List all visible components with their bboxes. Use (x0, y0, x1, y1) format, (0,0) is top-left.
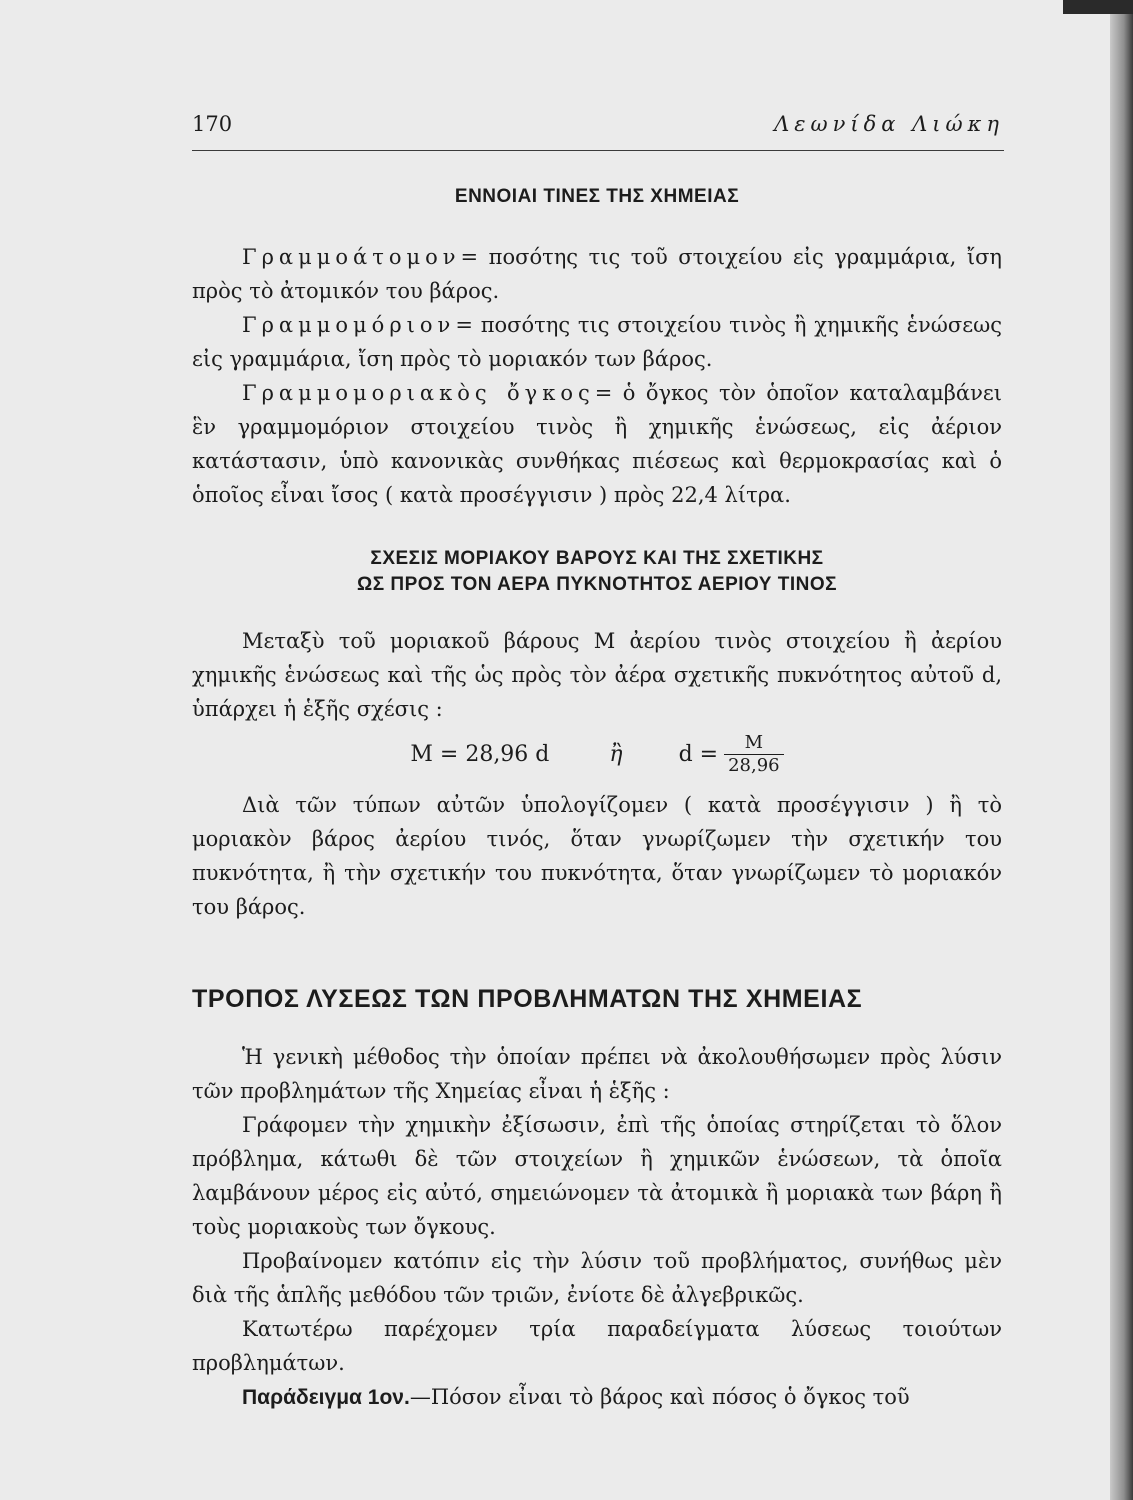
formula-or: ἢ (609, 741, 623, 767)
definition-gram-atom (192, 240, 1002, 308)
section-title-relation-line2: ΩΣ ΠΡΟΣ ΤΟΝ ΑΕΡΑ ΠΥΚΝΟΤΗΤΟΣ ΑΕΡΙΟΥ ΤΙΝΟΣ (356, 574, 838, 595)
fraction-numerator: M (744, 731, 764, 753)
paragraph-chemical-equation: Γράφομεν τὴν χημικὴν ἐξίσωσιν, ἐπὶ τῆς ὁποίας στηρίζεται τὸ ὅλον πρόβλημα, κάτωθι δὲ τῶν στοιχείων ἢ χημικῶν ἑνώσεων, τὰ ὁποῖα λαμβάνουν μέρος εἰς αὐτό, σημειώνομεν τὰ ἀτομικὰ ἢ μοριακὰ των βάρη ἢ τοὺς μοριακοὺς των ὄγκους. (192, 1113, 1002, 1239)
paragraph-relation-intro: Μεταξὺ τοῦ μοριακοῦ βάρους Μ ἀερίου τινὸς στοιχείου ἢ ἀερίου χημικῆς ἑνώσεως καὶ τῆς ὡς πρὸς τὸν ἀέρα σχετικῆς πυκνότητος αὐτοῦ d, ὑπάρχει ἡ ἑξῆς σχέσις : (192, 629, 1002, 721)
page-content (192, 178, 1002, 1415)
formula-right-lhs: d = (678, 741, 719, 767)
definition-molar-volume (192, 376, 1002, 512)
fraction (724, 732, 784, 777)
term-gram-molecule: Γραμμομόριον (242, 313, 456, 337)
section-title-concepts: ΕΝΝΟΙΑΙ ΤΙΝΕΣ ΤΗΣ ΧΗΜΕΙΑΣ (454, 186, 740, 207)
header-rule (192, 150, 1004, 151)
term-molar-volume: Γραμμομοριακὸς ὄγκος (242, 381, 595, 405)
author-name: Λεωνίδα Λιώκη (774, 112, 1004, 136)
paragraph-general-method: Ἡ γενικὴ μέθοδος τὴν ὁποίαν πρέπει νὰ ἀκολουθήσωμεν πρὸς λύσιν τῶν προβλημάτων τῆς Χημείας εἶναι ἡ ἑξῆς : (192, 1045, 1002, 1103)
definition-text: = ποσότης τις στοιχείου τινὸς ἢ χημικῆς ἑνώσεως εἰς γραμμάρια, ἴση πρὸς τὸ μοριακόν των βάρος. (192, 313, 1002, 371)
example-text: —Πόσον εἶναι τὸ βάρος καὶ πόσος ὁ ὄγκος τοῦ (409, 1385, 910, 1409)
formula-molar-mass-density (192, 726, 1002, 782)
section-title-relation-line1: ΣΧΕΣΙΣ ΜΟΡΙΑΚΟΥ ΒΑΡΟΥΣ ΚΑΙ ΤΗΣ ΣΧΕΤΙΚΗΣ (370, 548, 824, 569)
scan-corner-mark (1063, 0, 1133, 14)
example-label: Παράδειγμα 1ον. (242, 1386, 410, 1409)
example-1 (192, 1380, 1002, 1415)
paragraph-relation-usage: Διὰ τῶν τύπων αὐτῶν ὑπολογίζομεν ( κατὰ προσέγγισιν ) ἢ τὸ μοριακὸν βάρος ἀερίου τινός, ὅταν γνωρίζωμεν τὴν σχετικήν του πυκνότητα, ἢ τὴν σχετικήν του πυκνότητα, ὅταν γνωρίζωμεν τὸ μοριακόν του βάρος. (192, 793, 1002, 919)
definition-gram-molecule (192, 308, 1002, 376)
definition-text: = ποσότης τις τοῦ στοιχείου εἰς γραμμάρια, ἴση πρὸς τὸ ἀτομικόν του βάρος. (192, 245, 1002, 303)
running-header (192, 112, 1004, 136)
definition-text: = ὁ ὄγκος τὸν ὁποῖον καταλαμβάνει ἓν γραμμομόριον στοιχείου τινὸς ἢ χημικῆς ἑνώσεως, εἰς ἀέριον κατάστασιν, ὑπὸ κανονικὰς συνθήκας πιέσεως καὶ θερμοκρασίας καὶ ὁ ὁποῖος εἶναι ἴσος ( κατὰ προσέγγισιν ) πρὸς 22,4 λίτρα. (192, 381, 1002, 507)
page-number: 170 (192, 112, 233, 136)
fraction-denominator: 28,96 (724, 754, 784, 777)
paragraph-solution-method: Προβαίνομεν κατόπιν εἰς τὴν λύσιν τοῦ προβλήματος, συνήθως μὲν διὰ τῆς ἁπλῆς μεθόδου τῶν τριῶν, ἐνίοτε δὲ ἀλγεβρικῶς. (192, 1249, 1002, 1307)
term-gram-atom: Γραμμοάτομον (242, 245, 461, 269)
section-title-problem-solving: ΤΡΟΠΟΣ ΛΥΣΕΩΣ ΤΩΝ ΠΡΟΒΛΗΜΑΤΩΝ ΤΗΣ ΧΗΜΕΙΑΣ (192, 985, 863, 1013)
formula-left: M = 28,96 d (410, 741, 550, 767)
page-edge (1110, 0, 1133, 1500)
paragraph-examples-intro: Κατωτέρω παρέχομεν τρία παραδείγματα λύσεως τοιούτων προβλημάτων. (192, 1317, 1002, 1375)
